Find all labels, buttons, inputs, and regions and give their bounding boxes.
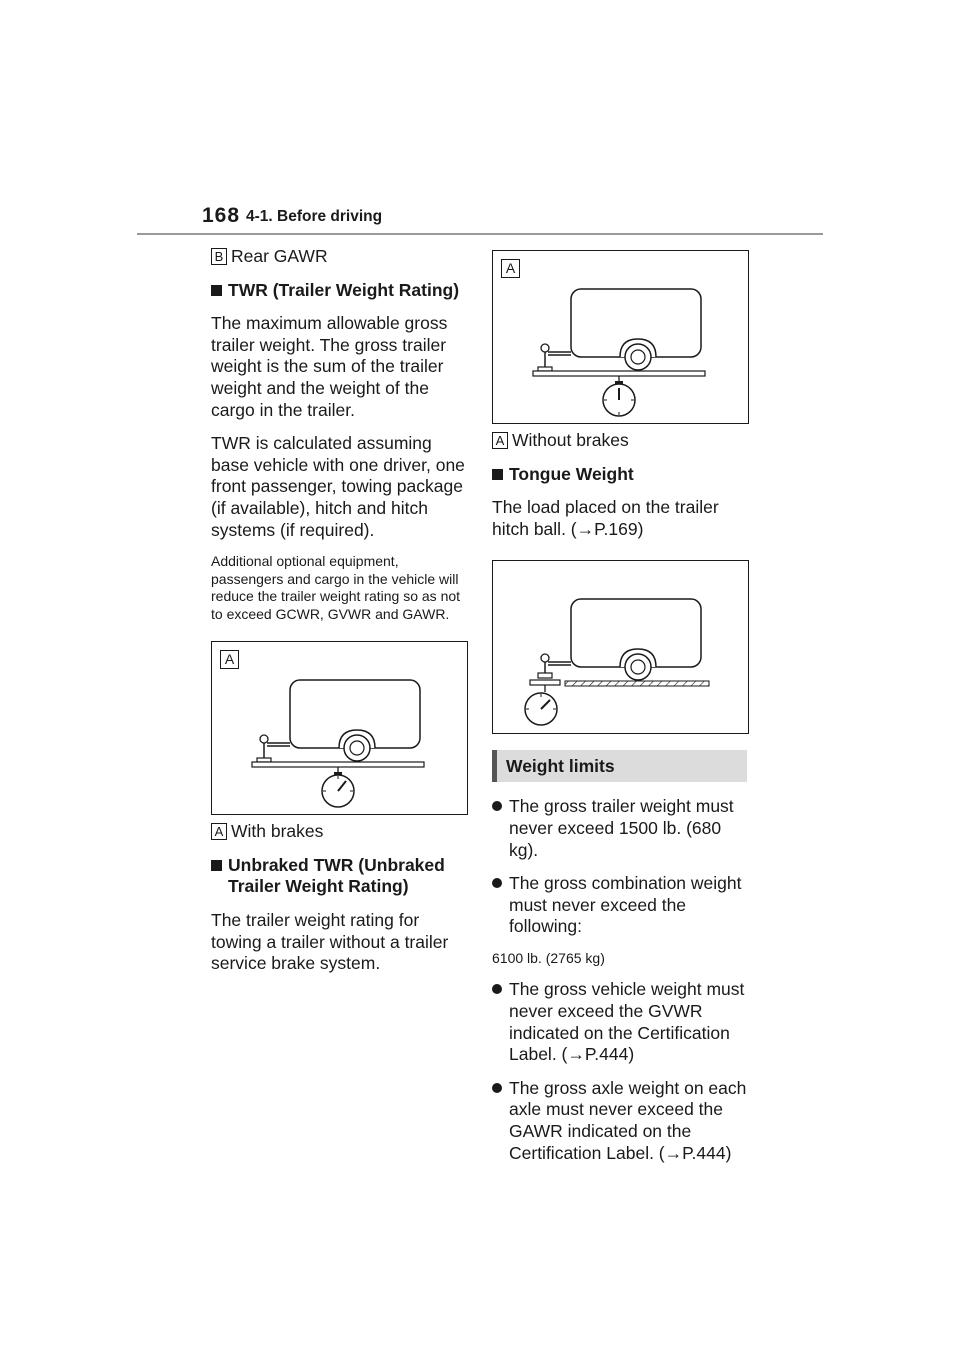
twr-definition: The maximum allowable gross trailer weight. The gross trailer weight is the sum of the trailer weight and the weight of the cargo in the trailer.: [211, 313, 448, 420]
bullet-item: [492, 1078, 752, 1164]
left-column: [211, 246, 471, 975]
twr-calculation: TWR is calculated assuming base vehicle with one driver, one front passenger, towing package (if available), hitch and hitch systems (if required).: [211, 433, 465, 540]
tongue-weight-definition: The load placed on the trailer hitch ball. (→P.169): [492, 497, 719, 539]
round-bullet-icon: [492, 1083, 502, 1093]
callout-tag-b: B: [211, 248, 227, 265]
square-bullet-icon: [211, 285, 222, 296]
without-brakes-caption: [492, 430, 752, 452]
trailer-without-brakes-figure: [492, 250, 749, 424]
square-bullet-icon: [492, 469, 503, 480]
bullet-text: The gross trailer weight must never exceed 1500 lb. (680 kg).: [509, 796, 734, 860]
twr-heading-text: TWR (Trailer Weight Rating): [228, 279, 460, 300]
tongue-weight-heading: [492, 464, 752, 486]
callout-tag-a: A: [211, 823, 227, 840]
tongue-weight-figure: [492, 560, 749, 734]
header-rule: [137, 233, 823, 235]
tongue-weight-illustration: [493, 561, 748, 733]
figure-label-a: A: [501, 259, 520, 278]
right-column: [492, 246, 752, 1164]
page-number: 168: [202, 204, 241, 227]
bullet-item: [492, 873, 752, 938]
trailer-with-brakes-figure: [211, 641, 468, 815]
twr-note: Additional optional equipment, passengers and cargo in the vehicle will reduce the trailer weight rating so as not to exceed GCWR, GVWR and GAWR.: [211, 553, 461, 622]
round-bullet-icon: [492, 801, 502, 811]
trailer-scale-illustration: [493, 251, 748, 423]
square-bullet-icon: [211, 860, 222, 871]
unbraked-twr-heading-text: Unbraked TWR (Unbraked Trailer Weight Rating): [228, 854, 445, 897]
bullet-text: The gross vehicle weight must never exceed the GVWR indicated on the Certification Label. (→P.444): [509, 979, 745, 1065]
with-brakes-text: With brakes: [231, 821, 324, 842]
bullet-item: [492, 796, 752, 861]
with-brakes-caption: [211, 821, 471, 843]
callout-tag-a: A: [492, 432, 508, 449]
bullet-item: [492, 979, 752, 1065]
bullet-text: The gross combination weight must never exceed the following:: [509, 873, 742, 937]
tongue-weight-heading-text: Tongue Weight: [509, 463, 634, 484]
rear-gawr-line: [211, 246, 471, 268]
rear-gawr-text: Rear GAWR: [231, 246, 328, 266]
gcw-value: 6100 lb. (2765 kg): [492, 949, 605, 966]
unbraked-twr-heading: [211, 855, 471, 898]
twr-heading: [211, 280, 471, 302]
bullet-text: The gross axle weight on each axle must never exceed the GAWR indicated on the Certification Label. (→P.444): [509, 1077, 747, 1163]
round-bullet-icon: [492, 984, 502, 994]
trailer-scale-illustration: [212, 642, 467, 814]
round-bullet-icon: [492, 878, 502, 888]
figure-label-a: A: [220, 650, 239, 669]
unbraked-twr-definition: The trailer weight rating for towing a trailer without a trailer service brake system.: [211, 909, 449, 974]
without-brakes-text: Without brakes: [512, 430, 629, 450]
section-title: 4-1. Before driving: [246, 208, 383, 225]
weight-limits-heading: Weight limits: [492, 750, 747, 782]
